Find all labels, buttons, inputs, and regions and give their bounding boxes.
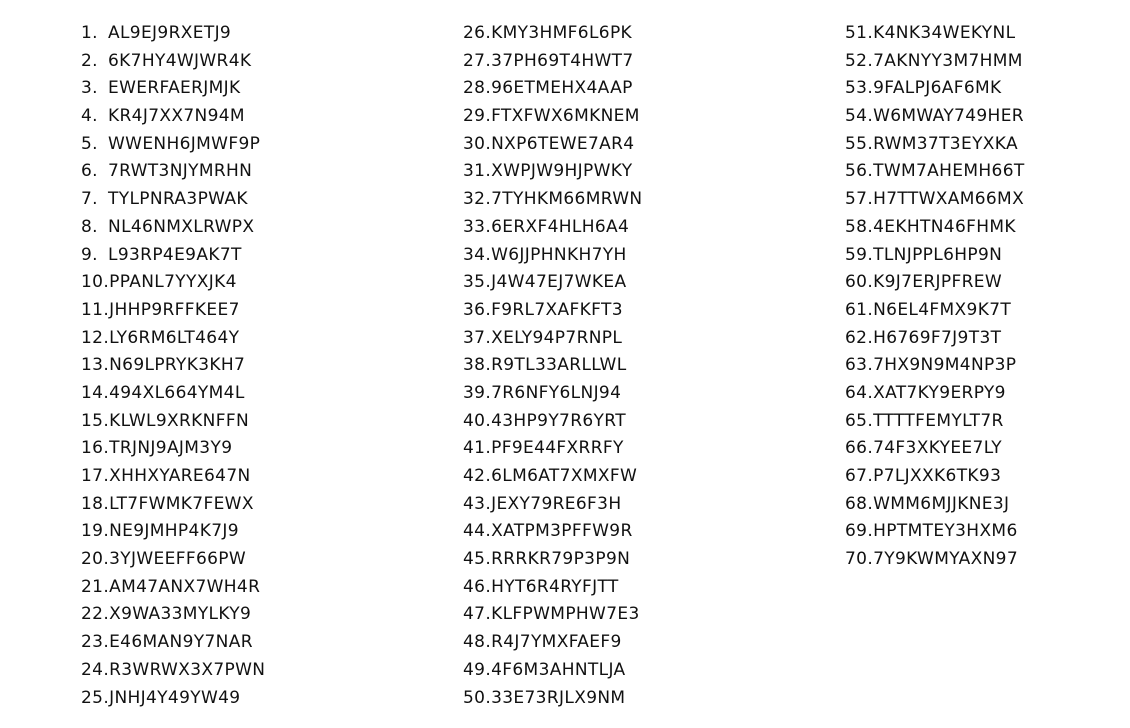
list-item xyxy=(845,297,1130,325)
item-number: 58. xyxy=(845,216,874,237)
item-code: AM47ANX7WH4R xyxy=(109,576,261,597)
item-number: 36. xyxy=(463,299,492,320)
item-code: KR4J7XX7N94M xyxy=(108,106,245,127)
item-number: 10. xyxy=(81,272,110,293)
item-number: 13. xyxy=(81,355,110,376)
item-number: 41. xyxy=(463,438,492,459)
item-number: 4. xyxy=(81,106,98,127)
item-number: 52. xyxy=(845,50,874,71)
item-number: 40. xyxy=(463,410,492,431)
item-number: 57. xyxy=(845,189,874,210)
item-code: 7Y9KWMYAXN97 xyxy=(873,549,1019,570)
item-number: 34. xyxy=(463,244,492,265)
item-number: 31. xyxy=(463,161,492,182)
list-item xyxy=(463,546,833,574)
list-item xyxy=(845,186,1130,214)
item-code: 7HX9N9M4NP3P xyxy=(873,355,1017,376)
item-code: 43HP9Y7R6YRT xyxy=(491,410,626,431)
list-item xyxy=(463,629,833,657)
item-code: WMM6MJJKNE3J xyxy=(873,493,1010,514)
item-number: 22. xyxy=(81,604,110,625)
item-code: F9RL7XAFKFT3 xyxy=(491,299,623,320)
item-code: NE9JMHP4K7J9 xyxy=(109,521,239,542)
list-item xyxy=(845,435,1130,463)
item-code: 7RWT3NJYMRHN xyxy=(108,161,253,182)
list-item xyxy=(463,685,833,713)
item-code: N69LPRYK3KH7 xyxy=(109,355,246,376)
item-code: KLWL9XRKNFFN xyxy=(109,410,250,431)
item-code: 6ERXF4HLH6A4 xyxy=(491,216,630,237)
list-item xyxy=(463,214,833,242)
list-item xyxy=(463,48,833,76)
item-number: 59. xyxy=(845,244,874,265)
item-code: 74F3XKYEE7LY xyxy=(873,438,1002,459)
item-code: LY6RM6LT464Y xyxy=(109,327,240,348)
item-number: 30. xyxy=(463,133,492,154)
item-number: 39. xyxy=(463,382,492,403)
item-code: AL9EJ9RXETJ9 xyxy=(108,23,232,43)
list-item xyxy=(845,75,1130,103)
item-number: 53. xyxy=(845,78,874,99)
item-code: 37PH69T4HWT7 xyxy=(491,50,634,71)
item-number: 18. xyxy=(81,493,110,514)
item-code: JNHJ4Y49YW49 xyxy=(109,687,241,708)
item-code: 9FALPJ6AF6MK xyxy=(873,78,1002,99)
item-code: KMY3HMF6L6PK xyxy=(491,23,633,43)
item-code: 3YJWEEFF66PW xyxy=(109,549,247,570)
list-item xyxy=(463,352,833,380)
item-number: 44. xyxy=(463,521,492,542)
item-code: 6LM6AT7XMXFW xyxy=(491,466,638,486)
item-number: 17. xyxy=(81,466,110,486)
list-item xyxy=(81,103,451,131)
item-number: 16. xyxy=(81,438,110,459)
item-number: 61. xyxy=(845,299,874,320)
item-number: 12. xyxy=(81,327,110,348)
item-code: NXP6TEWE7AR4 xyxy=(491,133,635,154)
item-code: HPTMTEY3HXM6 xyxy=(873,521,1018,542)
list-item xyxy=(81,435,451,463)
list-item xyxy=(81,297,451,325)
list-item xyxy=(81,657,451,685)
list-item xyxy=(81,352,451,380)
list-item xyxy=(463,435,833,463)
list-item xyxy=(845,103,1130,131)
list-item xyxy=(463,601,833,629)
item-number: 11. xyxy=(81,299,110,320)
item-code: XAT7KY9ERPY9 xyxy=(873,382,1006,403)
item-number: 70. xyxy=(845,549,874,570)
list-item xyxy=(845,380,1130,408)
item-number: 65. xyxy=(845,410,874,431)
list-item xyxy=(463,657,833,685)
item-code: TLNJPPL6HP9N xyxy=(873,244,1003,265)
item-code: 4F6M3AHNTLJA xyxy=(491,659,626,680)
item-number: 28. xyxy=(463,78,492,99)
item-number: 2. xyxy=(81,50,98,71)
item-number: 20. xyxy=(81,549,110,570)
item-code: L93RP4E9AK7T xyxy=(108,244,242,265)
item-code: RWM37T3EYXKA xyxy=(873,133,1018,154)
item-number: 19. xyxy=(81,521,110,542)
item-number: 69. xyxy=(845,521,874,542)
item-number: 6. xyxy=(81,161,98,182)
item-code: 4EKHTN46FHMK xyxy=(873,216,1016,237)
list-item xyxy=(81,269,451,297)
item-code: FTXFWX6MKNEM xyxy=(491,106,640,127)
list-item xyxy=(463,491,833,519)
item-code: E46MAN9Y7NAR xyxy=(109,632,253,653)
list-item xyxy=(81,214,451,242)
list-item xyxy=(463,463,833,491)
item-code: TRJNJ9AJM3Y9 xyxy=(109,438,233,459)
item-code: K4NK34WEKYNL xyxy=(873,23,1016,43)
item-code: JHHP9RFFKEE7 xyxy=(109,299,240,320)
list-item xyxy=(463,242,833,270)
item-number: 29. xyxy=(463,106,492,127)
item-code: N6EL4FMX9K7T xyxy=(873,299,1012,320)
item-number: 5. xyxy=(81,133,98,154)
list-item xyxy=(463,574,833,602)
list-item xyxy=(81,601,451,629)
item-number: 15. xyxy=(81,410,110,431)
item-number: 50. xyxy=(463,687,492,708)
item-number: 26. xyxy=(463,23,492,43)
item-code: W6MWAY749HER xyxy=(873,106,1024,127)
item-code: HYT6R4RYFJTT xyxy=(491,576,619,597)
list-item xyxy=(845,352,1130,380)
list-item xyxy=(81,463,451,491)
item-code: NL46NMXLRWPX xyxy=(108,216,255,237)
list-item xyxy=(81,75,451,103)
item-code: KLFPWMPHW7E3 xyxy=(491,604,640,625)
item-number: 1. xyxy=(81,23,98,43)
item-code: 33E73RJLX9NM xyxy=(491,687,626,708)
list-item xyxy=(81,546,451,574)
list-item xyxy=(81,380,451,408)
list-item xyxy=(81,491,451,519)
item-code: R3WRWX3X7PWN xyxy=(109,659,266,680)
list-item xyxy=(845,131,1130,159)
list-item xyxy=(845,158,1130,186)
item-code: TYLPNRA3PWAK xyxy=(108,189,248,210)
list-item xyxy=(463,518,833,546)
item-number: 60. xyxy=(845,272,874,293)
item-number: 64. xyxy=(845,382,874,403)
item-code: 7R6NFY6LNJ94 xyxy=(491,382,622,403)
item-number: 66. xyxy=(845,438,874,459)
item-code: TWM7AHEMH66T xyxy=(873,161,1025,182)
item-code: LT7FWMK7FEWX xyxy=(109,493,254,514)
item-code: X9WA33MYLKY9 xyxy=(109,604,252,625)
item-number: 23. xyxy=(81,632,110,653)
list-item xyxy=(463,408,833,436)
list-item xyxy=(463,186,833,214)
list-item xyxy=(845,214,1130,242)
list-item xyxy=(81,574,451,602)
list-item xyxy=(81,20,451,48)
item-number: 49. xyxy=(463,659,492,680)
item-number: 68. xyxy=(845,493,874,514)
list-item xyxy=(845,48,1130,76)
list-item xyxy=(81,131,451,159)
list-item xyxy=(81,325,451,353)
list-item xyxy=(463,325,833,353)
list-item xyxy=(463,75,833,103)
list-item xyxy=(845,20,1130,48)
item-code: XATPM3PFFW9R xyxy=(491,521,633,542)
item-code: EWERFAERJMJK xyxy=(108,78,241,99)
item-code: XHHXYARE647N xyxy=(109,466,251,486)
item-number: 7. xyxy=(81,189,98,210)
item-code: R9TL33ARLLWL xyxy=(491,355,627,376)
item-code: K9J7ERJPFREW xyxy=(873,272,1003,293)
item-number: 32. xyxy=(463,189,492,210)
item-number: 8. xyxy=(81,216,98,237)
item-number: 14. xyxy=(81,382,110,403)
item-number: 48. xyxy=(463,632,492,653)
list-item xyxy=(845,518,1130,546)
list-item xyxy=(845,463,1130,491)
item-number: 62. xyxy=(845,327,874,348)
item-number: 51. xyxy=(845,23,874,43)
item-code: 7AKNYY3M7HMM xyxy=(873,50,1023,71)
list-item xyxy=(845,491,1130,519)
item-number: 24. xyxy=(81,659,110,680)
item-number: 67. xyxy=(845,466,874,486)
list-item xyxy=(463,20,833,48)
list-item xyxy=(463,380,833,408)
list-item xyxy=(845,325,1130,353)
list-item xyxy=(81,242,451,270)
list-item xyxy=(81,685,451,713)
item-code: PF9E44FXRRFY xyxy=(491,438,624,459)
item-number: 46. xyxy=(463,576,492,597)
list-item xyxy=(463,297,833,325)
item-number: 21. xyxy=(81,576,110,597)
item-code: XELY94P7RNPL xyxy=(491,327,623,348)
item-number: 63. xyxy=(845,355,874,376)
item-number: 54. xyxy=(845,106,874,127)
list-item xyxy=(845,546,1130,574)
list-item xyxy=(463,269,833,297)
item-number: 3. xyxy=(81,78,98,99)
item-number: 43. xyxy=(463,493,492,514)
item-number: 45. xyxy=(463,549,492,570)
item-code: 7TYHKM66MRWN xyxy=(491,189,643,210)
item-number: 9. xyxy=(81,244,98,265)
item-code: XWPJW9HJPWKY xyxy=(491,161,633,182)
item-code: PPANL7YYXJK4 xyxy=(109,272,237,293)
item-code: W6JJPHNKH7YH xyxy=(491,244,627,265)
item-number: 47. xyxy=(463,604,492,625)
item-code: TTTTFEMYLT7R xyxy=(873,410,1004,431)
item-code: J4W47EJ7WKEA xyxy=(491,272,627,293)
item-number: 37. xyxy=(463,327,492,348)
item-code: RRRKR79P3P9N xyxy=(491,549,631,570)
item-number: 27. xyxy=(463,50,492,71)
list-item xyxy=(81,518,451,546)
item-code: R4J7YMXFAEF9 xyxy=(491,632,622,653)
item-number: 56. xyxy=(845,161,874,182)
list-item xyxy=(81,629,451,657)
item-number: 38. xyxy=(463,355,492,376)
list-item xyxy=(845,408,1130,436)
list-item xyxy=(81,186,451,214)
list-item xyxy=(845,242,1130,270)
code-column-3 xyxy=(845,20,1130,574)
list-item xyxy=(463,103,833,131)
item-code: 494XL664YM4L xyxy=(109,382,245,403)
item-number: 25. xyxy=(81,687,110,708)
list-item xyxy=(81,158,451,186)
item-code: 6K7HY4WJWR4K xyxy=(108,50,252,71)
list-item xyxy=(463,131,833,159)
item-code: 96ETMEHX4AAP xyxy=(491,78,633,99)
item-number: 35. xyxy=(463,272,492,293)
code-column-2 xyxy=(463,20,833,712)
item-code: JEXY79RE6F3H xyxy=(491,493,622,514)
list-item xyxy=(845,269,1130,297)
code-column-1 xyxy=(81,20,451,712)
item-code: H7TTWXAM66MX xyxy=(873,189,1025,210)
item-code: P7LJXXK6TK93 xyxy=(873,466,1002,486)
item-code: WWENH6JMWF9P xyxy=(108,133,261,154)
item-number: 42. xyxy=(463,466,492,486)
list-item xyxy=(463,158,833,186)
list-item xyxy=(81,48,451,76)
item-number: 33. xyxy=(463,216,492,237)
item-code: H6769F7J9T3T xyxy=(873,327,1002,348)
item-number: 55. xyxy=(845,133,874,154)
list-item xyxy=(81,408,451,436)
